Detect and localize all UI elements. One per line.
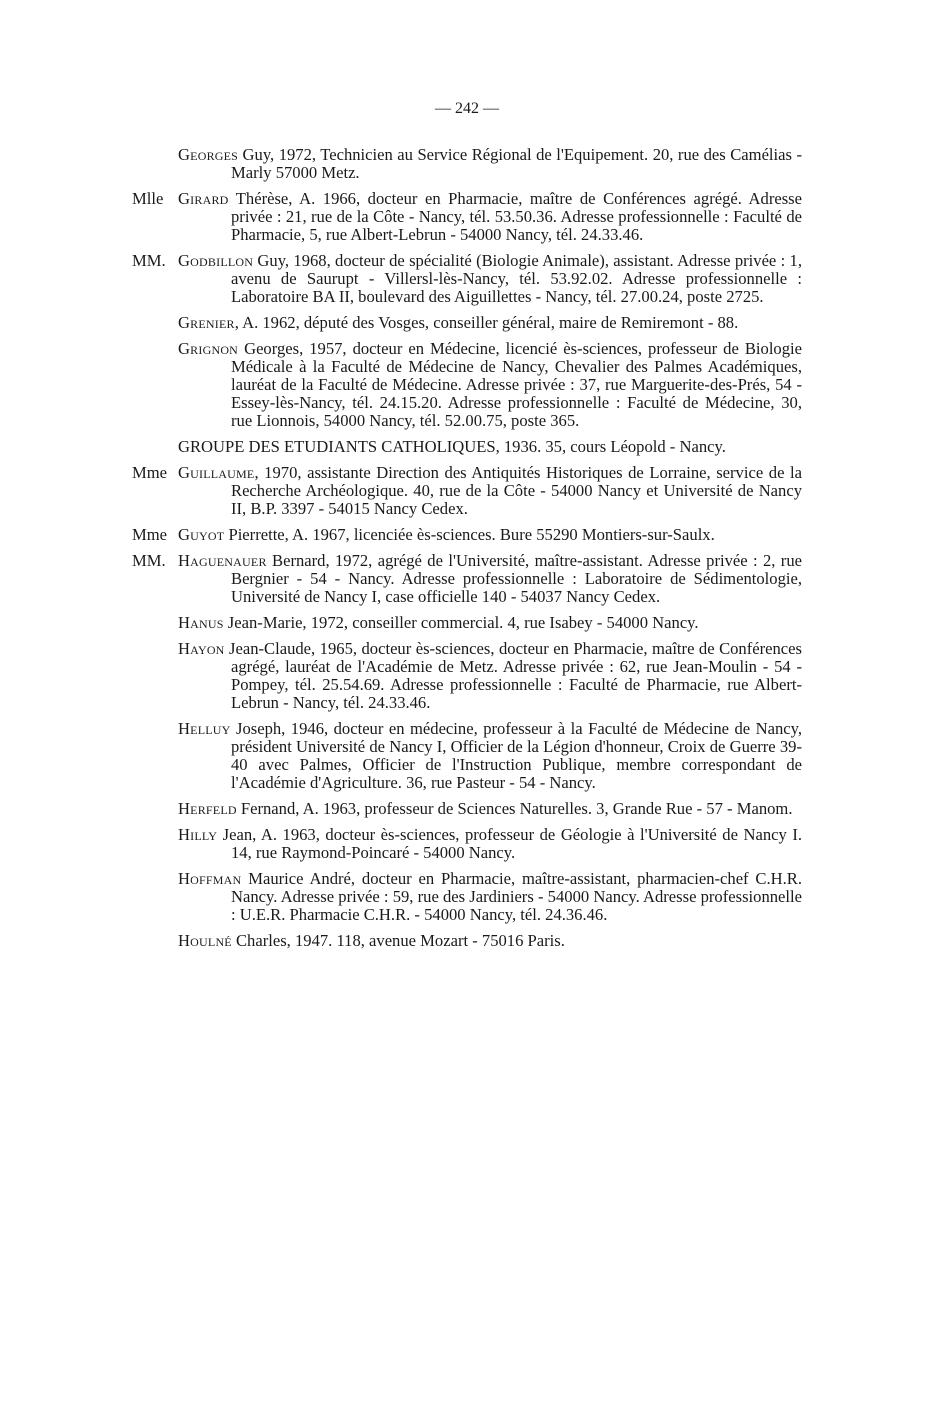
entry-surname: Hayon	[178, 639, 225, 658]
entry-surname: Houlné	[178, 931, 232, 950]
list-item	[132, 190, 802, 244]
entry-surname: Hanus	[178, 613, 224, 632]
entry-surname: Guillaume	[178, 463, 255, 482]
list-item	[132, 932, 802, 950]
list-item	[132, 464, 802, 518]
entry-prefix: Mlle	[132, 189, 164, 208]
entry-text: Jean-Claude, 1965, docteur ès-sciences, docteur en Pharmacie, maître de Conférences agrégé, lauréat de l'Académie de Metz. Adresse privée : 62, rue Jean-Moulin - 54 - Pompey, tél. 25.54.69. Adresse professionnelle : Faculté de Pharmacie, rue Albert-Lebrun - Nancy, tél. 24.33.46.	[224, 639, 802, 712]
entry-prefix: MM.	[132, 251, 166, 270]
entry-text: Guy, 1972, Technicien au Service Régional de l'Equipement. 20, rue des Camélias - Marly 57000 Metz.	[231, 145, 802, 182]
entry-surname: Hilly	[178, 825, 218, 844]
entry-surname: Hoffman	[178, 869, 242, 888]
entry-text: Pierrette, A. 1967, licenciée ès-sciences. Bure 55290 Montiers-sur-Saulx.	[224, 525, 715, 544]
entry-text: , 1970, assistante Direction des Antiquités Historiques de Lorraine, service de la Recherche Archéologique. 40, rue de la Côte - 54000 Nancy et Université de Nancy II, B.P. 3397 - 54015 Nancy Cedex.	[231, 463, 802, 518]
entry-surname: Godbillon	[178, 251, 254, 270]
entry-text: , A. 1962, député des Vosges, conseiller général, maire de Remiremont - 88.	[234, 313, 739, 332]
member-list	[132, 146, 802, 958]
entry-text: Georges, 1957, docteur en Médecine, licencié ès-sciences, professeur de Biologie Médicale à la Faculté de Médecine de Nancy, Chevalier des Palmes Académiques, lauréat de la Faculté de Médecine. Adresse privée : 37, rue Marguerite-des-Prés, 54 - Essey-lès-Nancy, tél. 24.15.20. Adresse professionnelle : Faculté de Médecine, 30, rue Lionnois, 54000 Nancy, tél. 52.00.75, poste 365.	[231, 339, 802, 430]
list-item	[132, 614, 802, 632]
list-item	[132, 640, 802, 712]
entry-surname: Haguenauer	[178, 551, 267, 570]
entry-text: Guy, 1968, docteur de spécialité (Biologie Animale), assistant. Adresse privée : 1, avenu de Saurupt - Villersl-lès-Nancy, tél. 53.92.02. Adresse professionnelle : Laboratoire BA II, boulevard des Aiguillettes - Nancy, tél. 27.00.24, poste 2725.	[231, 251, 802, 306]
list-item	[132, 314, 802, 332]
entry-text: GROUPE DES ETUDIANTS CATHOLIQUES, 1936. 35, cours Léopold - Nancy.	[178, 437, 726, 456]
list-item	[132, 252, 802, 306]
list-item	[132, 526, 802, 544]
list-item	[132, 826, 802, 862]
entry-text: Jean, A. 1963, docteur ès-sciences, professeur de Géologie à l'Université de Nancy I. 14, rue Raymond-Poincaré - 54000 Nancy.	[217, 825, 802, 862]
entry-surname: Guyot	[178, 525, 225, 544]
entry-surname: Georges	[178, 145, 239, 164]
entry-text: Maurice André, docteur en Pharmacie, maître-assistant, pharmacien-chef C.H.R. Nancy. Adresse privée : 59, rue des Jardiniers - 54000 Nancy. Adresse professionnelle : U.E.R. Pharmacie C.H.R. - 54000 Nancy, tél. 24.36.46.	[231, 869, 802, 924]
entry-surname: Herfeld	[178, 799, 237, 818]
list-item	[132, 800, 802, 818]
entry-text: Bernard, 1972, agrégé de l'Université, maître-assistant. Adresse privée : 2, rue Bergnier - 54 - Nancy. Adresse professionnelle : Laboratoire de Sédimentologie, Université de Nancy I, case officielle 140 - 54037 Nancy Cedex.	[231, 551, 802, 606]
entry-text: Fernand, A. 1963, professeur de Sciences Naturelles. 3, Grande Rue - 57 - Manom.	[236, 799, 793, 818]
entry-text: Jean-Marie, 1972, conseiller commercial. 4, rue Isabey - 54000 Nancy.	[223, 613, 699, 632]
list-item	[132, 870, 802, 924]
entry-surname: Helluy	[178, 719, 231, 738]
list-item	[132, 438, 802, 456]
list-item	[132, 340, 802, 430]
entry-text: Thérèse, A. 1966, docteur en Pharmacie, maître de Conférences agrégé. Adresse privée : 21, rue de la Côte - Nancy, tél. 53.50.36. Adresse professionnelle : Faculté de Pharmacie, 5, rue Albert-Lebrun - 54000 Nancy, tél. 24.33.46.	[228, 189, 802, 244]
list-item	[132, 720, 802, 792]
list-item	[132, 146, 802, 182]
entry-prefix: MM.	[132, 551, 166, 570]
entry-text: Joseph, 1946, docteur en médecine, professeur à la Faculté de Médecine de Nancy, président Université de Nancy I, Officier de la Légion d'honneur, Croix de Guerre 39-40 avec Palmes, Officier de l'Instruction Publique, membre correspondant de l'Académie d'Agriculture. 36, rue Pasteur - 54 - Nancy.	[230, 719, 802, 792]
entry-surname: Girard	[178, 189, 229, 208]
page-number: — 242 —	[435, 100, 499, 117]
list-item	[132, 552, 802, 606]
entry-text: Charles, 1947. 118, avenue Mozart - 75016 Paris.	[231, 931, 565, 950]
entry-prefix: Mme	[132, 463, 168, 482]
entry-surname: Grignon	[178, 339, 239, 358]
entry-prefix: Mme	[132, 525, 168, 544]
entry-surname: Grenier	[178, 313, 235, 332]
